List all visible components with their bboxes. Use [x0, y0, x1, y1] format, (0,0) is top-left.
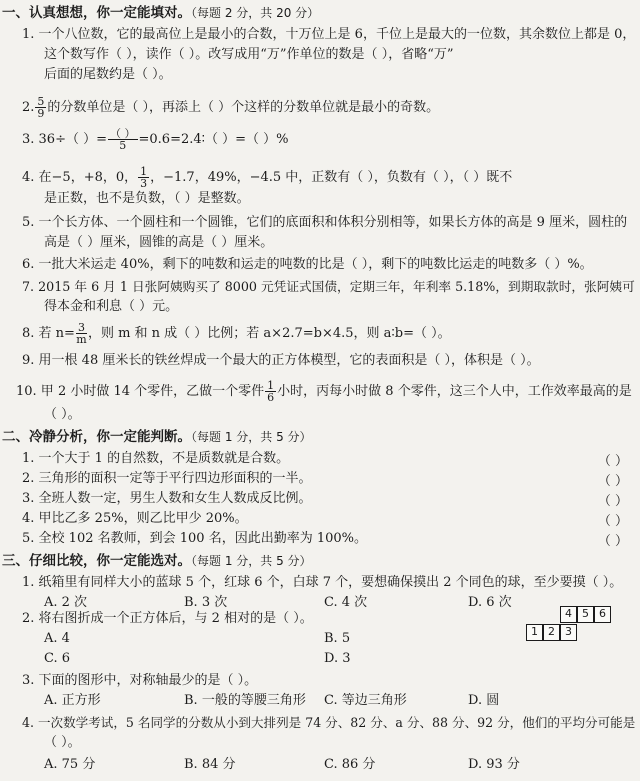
net-square: 3	[560, 624, 577, 641]
q3-4-option-a: A. 75 分	[44, 757, 96, 772]
fraction	[265, 380, 276, 403]
judge-item-3: 3. 全班人数一定，男生人数和女生人数成反比例。	[22, 491, 312, 506]
judge-answer-3: （ ）	[597, 494, 628, 509]
q3-1-stem: 1. 纸箱里有同样大小的蓝球 5 个，红球 6 个，白球 7 个，要想确保摸出 2 个同色的球，至少要摸（ ）。	[22, 575, 623, 590]
q3-4-option-c: C. 86 分	[324, 757, 376, 772]
q1-5-line2: 高是（ ）厘米，圆锥的高是（ ）厘米。	[44, 235, 274, 250]
net-square: 4	[560, 606, 577, 623]
net-square: 1	[526, 624, 543, 641]
judge-answer-2: （ ）	[597, 474, 628, 489]
judge-item-1: 1. 一个大于 1 的自然数，不是质数就是合数。	[22, 451, 290, 466]
section-1-heading	[2, 4, 319, 22]
fraction-denominator: 5	[119, 139, 127, 152]
fraction	[76, 322, 87, 345]
q1-10-text-b: 小时，丙每小时做 8 个零件，这三个人中，工作效率最高的是	[277, 384, 632, 399]
q3-2-option-d: D. 3	[324, 651, 351, 666]
q1-1-line3: 后面的尾数约是（ ）。	[44, 67, 172, 82]
q1-2-text: 的分数单位是（ ），再添上（ ）个这样的分数单位就是最小的奇数。	[47, 100, 440, 115]
q1-4-line2: 是正数，也不是负数，（ ）是整数。	[44, 191, 250, 206]
q3-2-stem: 2. 将右图折成一个正方体后，与 2 相对的是（ ）。	[22, 611, 313, 626]
net-square: 5	[577, 606, 594, 623]
q1-8-text-b: ，则 m 和 n 成（ ）比例；若 a×2.7=b×4.5，则 a∶b=（ ）。	[87, 326, 451, 341]
q3-4-option-b: B. 84 分	[184, 757, 236, 772]
judge-item-5: 5. 全校 102 名教师，到会 100 名，因此出勤率为 100%。	[22, 531, 367, 546]
fraction	[138, 166, 149, 189]
q1-7-line1: 7. 2015 年 6 月 1 日张阿姨购买了 8000 元凭证式国债，定期三年，年利率 5.18%，到期取款时，张阿姨可	[22, 279, 635, 294]
fraction-denominator: 3	[140, 177, 148, 190]
q3-3-option-c: C. 等边三角形	[324, 693, 407, 708]
q3-1-option-c: C. 4 次	[324, 595, 368, 610]
q3-3-option-b: B. 一般的等腰三角形	[184, 693, 306, 708]
net-square: 2	[543, 624, 560, 641]
q1-3-text-b: =0.6=2.4∶（ ）=（ ）%	[138, 132, 289, 147]
q1-9: 9. 用一根 48 厘米长的铁丝焊成一个最大的正方体模型，它的表面积是（ ），体积是（ ）。	[22, 353, 540, 368]
fraction	[108, 128, 138, 151]
section-1-points: （每题 2 分，共 20 分）	[191, 6, 320, 20]
judge-answer-1: （ ）	[597, 454, 628, 469]
q3-2-option-a: A. 4	[44, 631, 70, 646]
net-square: 6	[594, 606, 611, 623]
q3-1-option-d: D. 6 次	[468, 595, 512, 610]
q1-2	[22, 96, 439, 119]
q1-10-line1	[16, 380, 632, 403]
q1-5-line1: 5. 一个长方体、一个圆柱和一个圆锥，它们的底面积和体积分别相等，如果长方体的高是 9 厘米，圆柱的	[22, 215, 628, 230]
judge-answer-5: （ ）	[597, 534, 628, 549]
section-2-points: （每题 1 分，共 5 分）	[191, 430, 312, 444]
fraction-denominator: 6	[267, 391, 275, 404]
q1-4-text-b: ，−1.7，49%，−4.5 中，正数有（ ），负数有（ ），（ ）既不	[150, 170, 513, 185]
q3-1-option-b: B. 3 次	[184, 595, 228, 610]
section-3-points: （每题 1 分，共 5 分）	[191, 554, 312, 568]
q1-8	[22, 322, 451, 345]
fraction-numerator: 1	[267, 379, 275, 392]
q1-4-text-a: 4. 在−5，+8，0，	[22, 170, 138, 185]
q3-1-option-a: A. 2 次	[44, 595, 88, 610]
judge-item-4: 4. 甲比乙多 25%，则乙比甲少 20%。	[22, 511, 248, 526]
section-2-heading	[2, 428, 312, 446]
q3-3-stem: 3. 下面的图形中，对称轴最少的是（ ）。	[22, 673, 258, 688]
q1-1-line2: 这个数写作（ ），读作（ ）。改写成用“万”作单位的数是（ ），省略“万”	[44, 47, 454, 62]
q1-7-line2: 得本金和利息（ ）元。	[44, 299, 179, 314]
section-3-title: 三、仔细比较，你一定能选对。	[2, 553, 191, 569]
q3-4-stem: 4. 一次数学考试，5 名同学的分数从小到大排列是 74 分、82 分、a 分、88 分、92 分，他们的平均分可能是	[22, 715, 636, 730]
q3-3-option-a: A. 正方形	[44, 693, 101, 708]
section-1-title: 一、认真想想，你一定能填对。	[2, 5, 191, 21]
q1-1-line1: 1. 一个八位数，它的最高位上是最小的合数，十万位上是 6，千位上是最大的一位数，其余数位上都是 0，	[22, 27, 636, 42]
section-3-heading	[2, 552, 312, 570]
section-2-title: 二、冷静分析，你一定能判断。	[2, 429, 191, 445]
q3-4-line2: （ ）。	[44, 735, 81, 750]
fraction-numerator: 1	[140, 165, 148, 178]
q1-10-text-a: 10. 甲 2 小时做 14 个零件，乙做一个零件	[16, 384, 265, 399]
fraction-denominator: m	[76, 333, 87, 346]
q1-3	[22, 128, 289, 151]
fraction-numerator: 3	[77, 321, 85, 334]
fraction-numerator: （ ）	[110, 127, 136, 140]
q1-10-line2: （ ）。	[44, 407, 81, 422]
q1-2-number: 2.	[22, 100, 35, 115]
fraction-denominator: 9	[37, 107, 45, 120]
q1-4-line1	[22, 166, 512, 189]
q3-2-option-c: C. 6	[44, 651, 71, 666]
judge-answer-4: （ ）	[597, 514, 628, 529]
q1-6: 6. 一批大米运走 40%，剩下的吨数和运走的吨数的比是（ ），剩下的吨数比运走的吨数多（ ）%。	[22, 257, 593, 272]
cube-net-figure	[524, 606, 612, 646]
q3-2-option-b: B. 5	[324, 631, 351, 646]
q3-3-option-d: D. 圆	[468, 693, 500, 708]
q1-8-text-a: 8. 若 n=	[22, 326, 75, 341]
q3-4-option-d: D. 93 分	[468, 757, 520, 772]
fraction	[35, 96, 46, 119]
judge-item-2: 2. 三角形的面积一定等于平行四边形面积的一半。	[22, 471, 312, 486]
q1-3-text-a: 3. 36÷（ ）=	[22, 132, 107, 147]
fraction-numerator: 5	[37, 95, 45, 108]
